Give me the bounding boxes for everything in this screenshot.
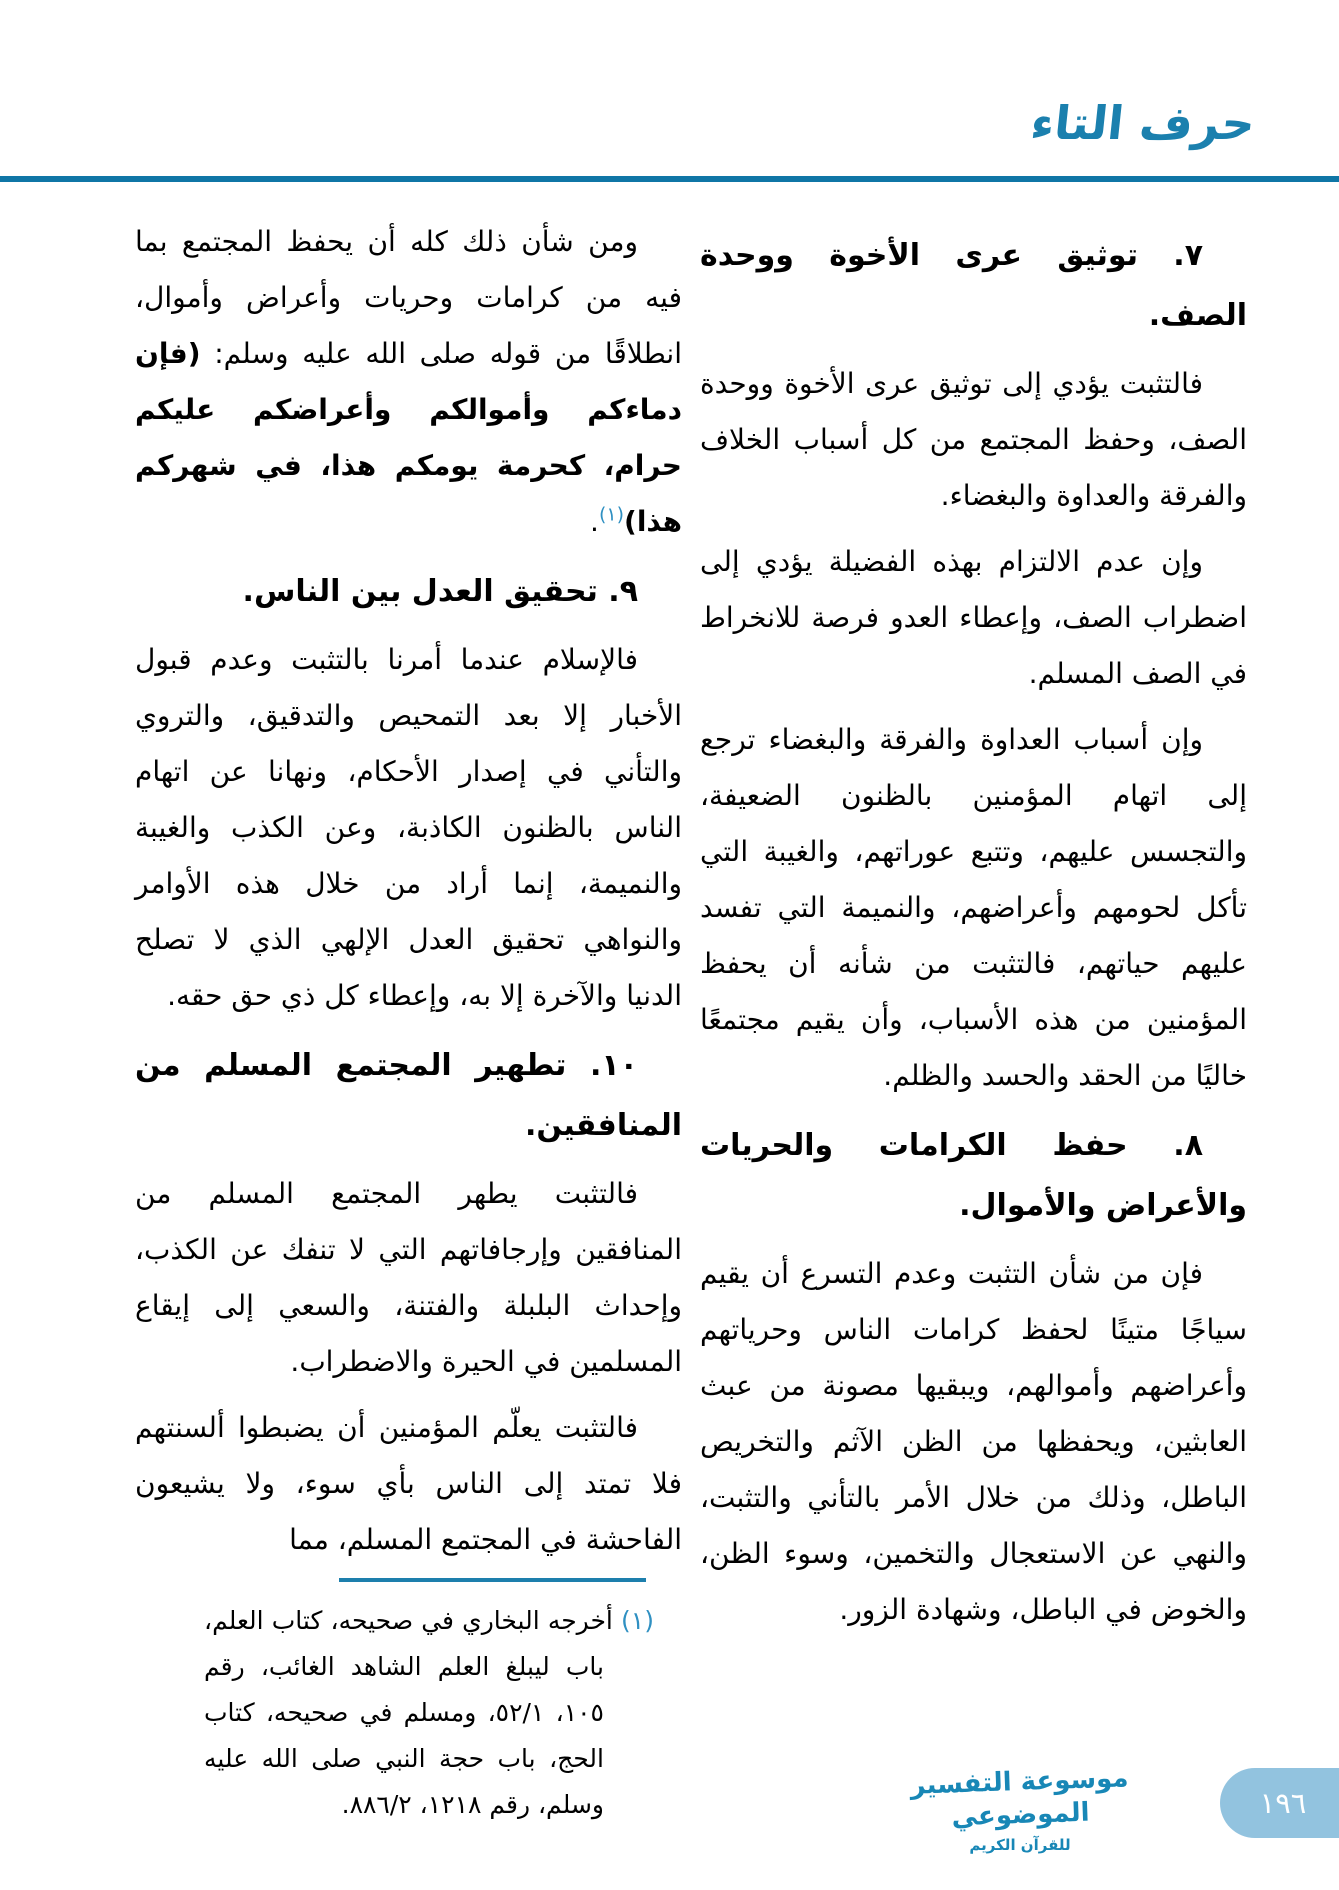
text-segment: فالتثبت يعلّم المؤمنين أن يضبطوا ألسنتهم فلا تمتد إلى الناس بأي سوء، ولا يشيعون الفاحشة في المجتمع المسلم، مما	[135, 1411, 682, 1556]
text-segment: وإن أسباب العداوة والفرقة والبغضاء ترجع إلى اتهام المؤمنين بالظنون الضعيفة، والتجسس عليهم، وتتبع عوراتهم، والغيبة التي تأكل لحومهم وأعراضهم، والنميمة التي تفسد عليهم حياتهم، فالتثبت من شأنه أن يحفظ المؤمنين من هذه الأسباب، وأن يقيم مجتمعًا خاليًا من الحقد والحسد والظلم.	[700, 723, 1247, 1092]
text-segment: وإن عدم الالتزام بهذه الفضيلة يؤدي إلى اضطراب الصف، وإعطاء العدو فرصة للانخراط في الصف المسلم.	[700, 545, 1247, 690]
text-segment: فالإسلام عندما أمرنا بالتثبت وعدم قبول الأخبار إلا بعد التمحيص والتدقيق، والتروي والتأني في إصدار الأحكام، ونهانا عن اتهام الناس بالظنون الكاذبة، وعن الكذب والغيبة والنميمة، إنما أراد من خلال هذه الأوامر والنواهي تحقيق العدل الإلهي الذي لا تصلح الدنيا والآخرة إلا به، وإعطاء كل ذي حق حقه.	[135, 643, 682, 1012]
section-heading: ٨. حفظ الكرامات والحريات والأعراض والأموال.	[700, 1128, 1247, 1223]
column-left-blocks	[135, 214, 682, 1568]
chapter-heading: حرف التاء	[1028, 96, 1258, 150]
body-paragraph	[700, 712, 1247, 1104]
column-right-blocks	[700, 226, 1247, 1638]
publisher-logo-subtitle: للقرآن الكريم	[969, 1836, 1071, 1854]
footnote	[204, 1598, 654, 1828]
body-paragraph	[135, 632, 682, 1024]
section-heading: ١٠. تطهير المجتمع المسلم من المنافقين.	[135, 1048, 682, 1143]
text-segment: (فإن دماءكم وأموالكم وأعراضكم عليكم حرام، كحرمة يومكم هذا، في شهركم هذا)	[135, 337, 682, 538]
body-paragraph	[700, 534, 1247, 702]
text-segment: فالتثبت يطهر المجتمع المسلم من المنافقين وإرجافاتهم التي لا تنفك عن الكذب، وإحداث البلبلة والفتنة، والسعي إلى إيقاع المسلمين في الحيرة والاضطراب.	[135, 1177, 682, 1378]
body-paragraph	[135, 214, 682, 550]
footnote-ref: (١)	[598, 503, 625, 526]
body-paragraph	[700, 1246, 1247, 1638]
footnote-rule	[339, 1578, 646, 1582]
section-heading: ٧. توثيق عرى الأخوة ووحدة الصف.	[700, 238, 1247, 333]
section-heading: ٩. تحقيق العدل بين الناس.	[242, 574, 638, 609]
footnote-marker: (١)	[612, 1606, 654, 1635]
column-right	[700, 214, 1247, 1648]
text-segment: فالتثبت يؤدي إلى توثيق عرى الأخوة ووحدة الصف، وحفظ المجتمع من كل أسباب الخلاف والفرقة والعداوة والبغضاء.	[700, 367, 1247, 512]
body-paragraph	[135, 1166, 682, 1390]
publisher-logo-title: موسوعة التفسير الموضوعي	[909, 1763, 1129, 1833]
text-segment: فإن من شأن التثبت وعدم التسرع أن يقيم سياجًا متينًا لحفظ كرامات الناس وحرياتهم وأعراضهم وأموالهم، ويبقيها مصونة من عبث العابثين، ويحفظها من الظن الآثم والتخريص الباطل، وذلك من خلال الأمر بالتأني والتثبت، والنهي عن الاستعجال والتخمين، وسوء الظن، والخوض في الباطل، وشهادة الزور.	[700, 1257, 1247, 1626]
body-paragraph	[135, 1400, 682, 1568]
body-paragraph	[700, 356, 1247, 524]
publisher-logo	[907, 1763, 1133, 1854]
text-segment: .	[590, 505, 599, 538]
column-left	[135, 214, 682, 1828]
page-number: ١٩٦	[1259, 1786, 1307, 1820]
text-columns	[135, 214, 1247, 1828]
header-rule	[0, 176, 1339, 182]
page-number-badge	[1220, 1768, 1339, 1838]
footnote-text: أخرجه البخاري في صحيحه، كتاب العلم، باب ليبلغ العلم الشاهد الغائب، رقم ١٠٥، ٥٢/١، ومسلم في صحيحه، كتاب الحج، باب حجة النبي صلى الله عليه وسلم، رقم ١٢١٨، ٨٨٦/٢.	[204, 1606, 613, 1819]
text-segment: ومن شأن ذلك كله أن يحفظ المجتمع بما فيه من كرامات وحريات وأعراض وأموال، انطلاقًا من قوله صلى الله عليه وسلم:	[135, 225, 682, 370]
